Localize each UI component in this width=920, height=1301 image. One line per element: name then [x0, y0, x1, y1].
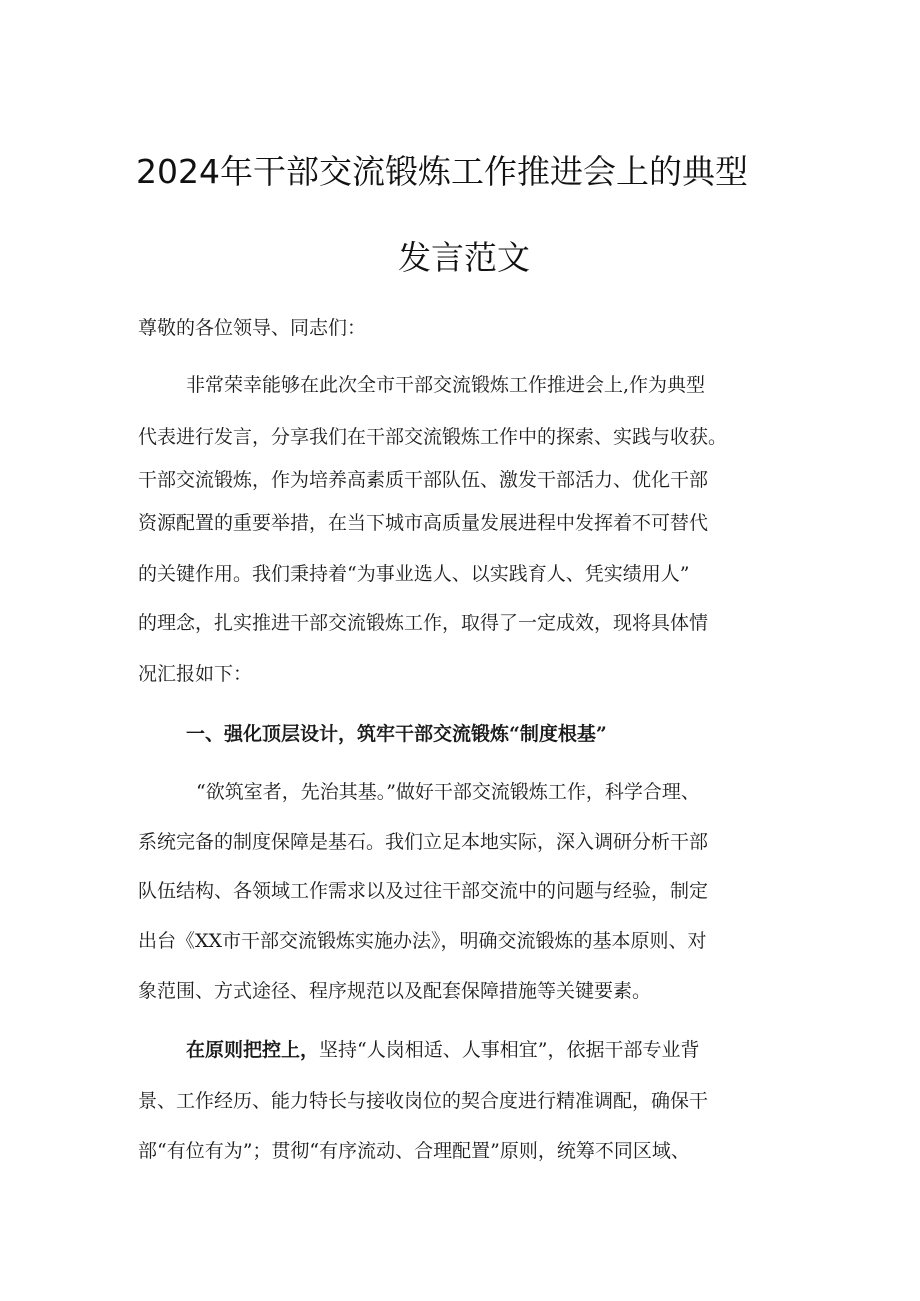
principle-line-1: [186, 1036, 699, 1064]
intro-line-5: 的关键作用。我们秉持着“为事业选人、以实践育人、凭实绩用人”: [138, 563, 690, 585]
intro-line-2: 代表进行发言，分享我们在干部交流锻炼工作中的探索、实践与收获。: [138, 426, 728, 448]
section-1-line-2: 系统完备的制度保障是基石。我们立足本地实际，深入调研分析干部: [138, 831, 709, 853]
section-1-line-5: 象范围、方式途径、程序规范以及配套保障措施等关键要素。: [138, 980, 652, 1002]
section-1-line-3: 队伍结构、各领域工作需求以及过往干部交流中的问题与经验，制定: [138, 880, 709, 902]
intro-line-1: 非常荣幸能够在此次全市干部交流锻炼工作推进会上,作为典型: [186, 374, 706, 396]
intro-line-6: 的理念，扎实推进干部交流锻炼工作，取得了一定成效，现将具体情: [138, 612, 709, 634]
salutation: 尊敬的各位领导、同志们：: [138, 317, 367, 339]
section-1-heading: 一、强化顶层设计，筑牢干部交流锻炼“制度根基”: [186, 723, 607, 745]
document-title-line-1: 2024年干部交流锻炼工作推进会上的典型: [136, 152, 748, 191]
intro-line-7: 况汇报如下：: [138, 663, 253, 685]
principle-line-2: 景、工作经历、能力特长与接收岗位的契合度进行精准调配，确保干: [138, 1090, 709, 1112]
principle-first-rest: 坚持“人岗相适、人事相宜”，依据干部专业背: [319, 1039, 700, 1061]
intro-line-3: 干部交流锻炼，作为培养高素质干部队伍、激发干部活力、优化干部: [138, 469, 709, 491]
principle-lead: 在原则把控上，: [186, 1039, 320, 1061]
section-1-line-1: “欲筑室者，先治其基。”做好干部交流锻炼工作，科学合理、: [196, 781, 700, 803]
document-title-line-2: 发言范文: [398, 238, 530, 277]
principle-line-3: 部“有位有为”；贯彻“有序流动、合理配置”原则，统筹不同区域、: [138, 1140, 690, 1162]
intro-line-4: 资源配置的重要举措，在当下城市高质量发展进程中发挥着不可替代: [138, 512, 709, 534]
section-1-line-4: 出台《XX市干部交流锻炼实施办法》，明确交流锻炼的基本原则、对: [138, 930, 707, 952]
